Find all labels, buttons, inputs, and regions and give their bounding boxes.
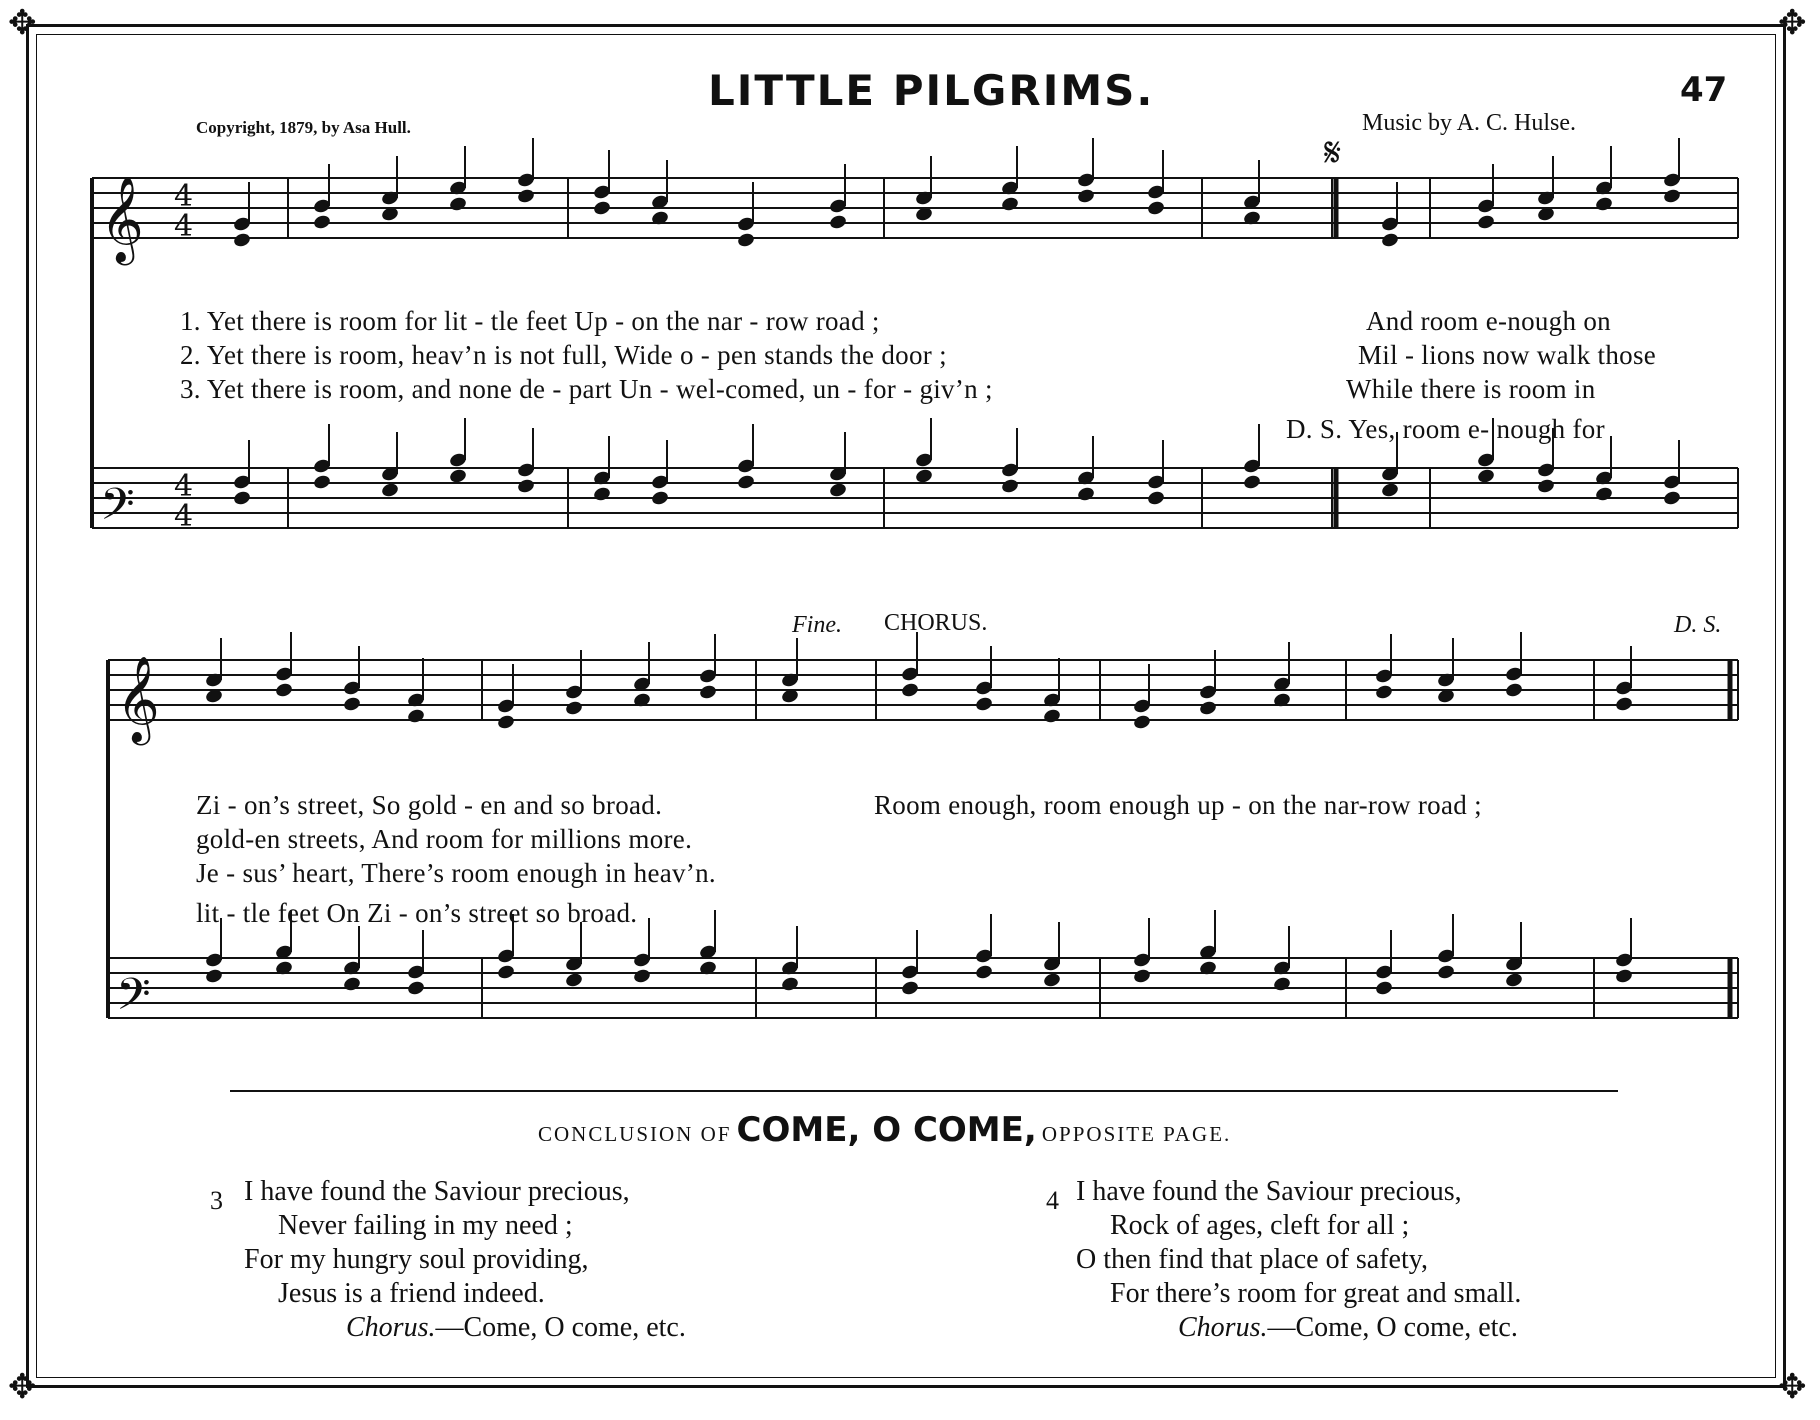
note-head bbox=[736, 232, 755, 249]
verse-line: Jesus is a friend indeed. bbox=[278, 1278, 545, 1309]
fine-marking: Fine. bbox=[792, 612, 842, 638]
note-head bbox=[312, 474, 331, 491]
hymn-title: LITTLE PILGRIMS. bbox=[708, 66, 1155, 115]
note-head bbox=[828, 482, 847, 499]
page-number: 47 bbox=[1680, 70, 1728, 110]
time-signature-digit: 4 bbox=[174, 179, 194, 214]
note-head bbox=[1504, 972, 1523, 989]
note-head bbox=[1662, 188, 1681, 205]
chorus-reference: Chorus.—Come, O come, etc. bbox=[346, 1312, 686, 1343]
ds-lyric-cont: lit - tle feet On Zi - on’s street so broad. bbox=[196, 898, 638, 928]
note-head bbox=[1436, 964, 1455, 981]
note-head bbox=[1146, 490, 1165, 507]
verse-line: For my hungry soul providing, bbox=[244, 1244, 589, 1275]
note-head bbox=[1000, 196, 1019, 213]
segno-icon: 𝄋 bbox=[1324, 130, 1342, 176]
verse-1-lyric: 1. Yet there is room for lit - tle feet Up - on the nar - row road ; bbox=[180, 306, 880, 336]
copyright-notice: Copyright, 1879, by Asa Hull. bbox=[196, 118, 411, 137]
note-head bbox=[1272, 976, 1291, 993]
chorus-lyric: Room enough, room enough up - on the nar-row road ; bbox=[874, 790, 1482, 820]
ds-marking: D. S. bbox=[1674, 612, 1722, 638]
note-head bbox=[1042, 972, 1061, 989]
corner-ornament-icon: ✥ bbox=[1778, 1367, 1807, 1407]
note-head bbox=[1476, 468, 1495, 485]
note-head bbox=[1504, 682, 1523, 699]
note-head bbox=[828, 214, 847, 231]
note-head bbox=[312, 214, 331, 231]
verse-2-lyric-cont: gold-en streets, And room for millions more. bbox=[196, 824, 693, 854]
note-head bbox=[1536, 478, 1555, 495]
verse-line: I have found the Saviour precious, bbox=[1076, 1176, 1462, 1207]
note-head bbox=[448, 196, 467, 213]
verse-3-lyric-cont: Je - sus’ heart, There’s room enough in heav’n. bbox=[196, 858, 716, 888]
note-head bbox=[632, 968, 651, 985]
note-head bbox=[564, 700, 583, 717]
verse-3-lyric-tail: While there is room in bbox=[1346, 374, 1596, 404]
verse-3-lyric: 3. Yet there is room, and none de - part Un - wel-comed, un - for - giv’n ; bbox=[180, 374, 993, 404]
note-head bbox=[380, 482, 399, 499]
note-head bbox=[406, 708, 425, 725]
note-head bbox=[342, 976, 361, 993]
treble-clef-icon: 𝄞 bbox=[116, 656, 160, 742]
bass-clef-icon: 𝄢 bbox=[100, 478, 135, 541]
note-head bbox=[1374, 684, 1393, 701]
note-head bbox=[900, 980, 919, 997]
note-head bbox=[1242, 474, 1261, 491]
bass-clef-icon: 𝄢 bbox=[116, 968, 151, 1031]
note-head bbox=[1132, 714, 1151, 731]
conclusion-prefix: CONCLUSION OF bbox=[538, 1122, 732, 1146]
note-head bbox=[780, 976, 799, 993]
note-head bbox=[1614, 696, 1633, 713]
note-head bbox=[496, 964, 515, 981]
note-head bbox=[232, 232, 251, 249]
verse-line: Rock of ages, cleft for all ; bbox=[1110, 1210, 1410, 1241]
note-head bbox=[1374, 980, 1393, 997]
verse-2-lyric: 2. Yet there is room, heav’n is not full, Wide o - pen stands the door ; bbox=[180, 340, 947, 370]
corner-ornament-icon: ✥ bbox=[8, 3, 37, 43]
note-head bbox=[1594, 486, 1613, 503]
conclusion-song-title: COME, O COME, bbox=[736, 1110, 1037, 1150]
note-head bbox=[204, 968, 223, 985]
note-head bbox=[1476, 214, 1495, 231]
note-head bbox=[1380, 232, 1399, 249]
chorus-reference: Chorus.—Come, O come, etc. bbox=[1178, 1312, 1518, 1343]
verse-2-lyric-tail: Mil - lions now walk those bbox=[1358, 340, 1657, 370]
section-divider bbox=[230, 1090, 1618, 1092]
note-head bbox=[406, 980, 425, 997]
note-head bbox=[342, 696, 361, 713]
note-head bbox=[650, 490, 669, 507]
composer-credit: Music by A. C. Hulse. bbox=[1362, 110, 1577, 136]
treble-clef-icon: 𝄞 bbox=[100, 176, 144, 262]
note-head bbox=[274, 682, 293, 699]
note-head bbox=[564, 972, 583, 989]
time-signature-digit: 4 bbox=[174, 209, 194, 244]
note-head bbox=[914, 468, 933, 485]
conclusion-suffix: OPPOSITE PAGE. bbox=[1041, 1122, 1232, 1146]
note-head bbox=[1000, 478, 1019, 495]
note-head bbox=[516, 188, 535, 205]
note-head bbox=[698, 684, 717, 701]
verse-number: 3 bbox=[210, 1186, 223, 1215]
note-head bbox=[592, 486, 611, 503]
note-head bbox=[1594, 196, 1613, 213]
time-signature-digit: 4 bbox=[174, 499, 194, 534]
time-signature-digit: 4 bbox=[174, 469, 194, 504]
note-head bbox=[1614, 968, 1633, 985]
ds-lyric: D. S. Yes, room e- nough for bbox=[1286, 414, 1605, 444]
note-head bbox=[1076, 486, 1095, 503]
note-head bbox=[1042, 708, 1061, 725]
note-head bbox=[900, 682, 919, 699]
note-head bbox=[974, 964, 993, 981]
verse-line: Never failing in my need ; bbox=[278, 1210, 573, 1241]
verse-number: 4 bbox=[1046, 1186, 1059, 1215]
chorus-marking: CHORUS. bbox=[884, 610, 988, 636]
note-head bbox=[496, 714, 515, 731]
note-head bbox=[736, 474, 755, 491]
note-head bbox=[516, 478, 535, 495]
corner-ornament-icon: ✥ bbox=[1778, 3, 1807, 43]
note-head bbox=[1132, 968, 1151, 985]
verse-1-lyric-tail: And room e-nough on bbox=[1366, 306, 1611, 336]
note-head bbox=[592, 200, 611, 217]
note-head bbox=[448, 468, 467, 485]
note-head bbox=[232, 490, 251, 507]
verse-line: I have found the Saviour precious, bbox=[244, 1176, 630, 1207]
verse-line: O then find that place of safety, bbox=[1076, 1244, 1428, 1275]
note-head bbox=[1146, 200, 1165, 217]
note-head bbox=[1076, 188, 1095, 205]
note-head bbox=[1198, 700, 1217, 717]
conclusion-header bbox=[538, 1110, 1231, 1150]
verse-line: For there’s room for great and small. bbox=[1110, 1278, 1522, 1309]
note-head bbox=[1380, 482, 1399, 499]
verse-1-lyric-cont: Zi - on’s street, So gold - en and so broad. bbox=[196, 790, 663, 820]
note-head bbox=[1662, 490, 1681, 507]
corner-ornament-icon: ✥ bbox=[8, 1367, 37, 1407]
note-head bbox=[974, 696, 993, 713]
